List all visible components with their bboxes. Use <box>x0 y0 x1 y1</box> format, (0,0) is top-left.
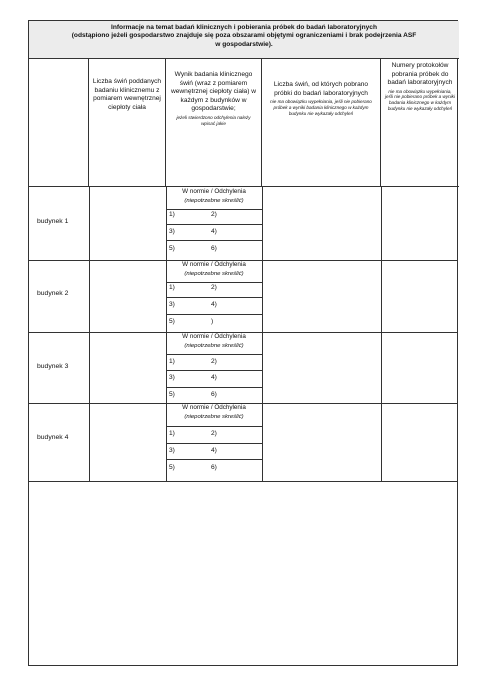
item-number: 4) <box>211 374 217 381</box>
item-number: 1) <box>169 284 175 291</box>
column-divider <box>381 187 382 481</box>
header-pigs-examined-text: Liczba świń poddanych badaniu klinicznemu z pomiarem wewnętrznej ciepłoty ciała <box>92 78 162 111</box>
result-options: W normie / Odchylenia <box>182 261 246 268</box>
item-number: 4) <box>211 301 217 308</box>
deviation-line-5-6[interactable] <box>166 389 262 401</box>
item-number: 1) <box>169 430 175 437</box>
strike-note: (niepotrzebne skreślić) <box>184 342 244 349</box>
header-pigs-sampled-note: nie ma obowiązku wypełniania, jeśli nie pobierano próbek a wyniki badania klinicznego w każdym budynku nie wykazały odchyleń <box>270 99 372 116</box>
column-divider <box>262 187 263 481</box>
item-number: 2) <box>211 211 217 218</box>
form-title <box>29 21 459 59</box>
row-line <box>166 459 262 460</box>
result-block-head-1[interactable] <box>166 187 262 205</box>
header-exam-result-text: Wynik badania klinicznego świń (wraz z pomiarem wewnętrznej ciepłoty ciała) w każdym z budynków w gospodarstwie; <box>170 71 257 113</box>
item-number: 2) <box>211 430 217 437</box>
header-exam-result <box>166 59 262 187</box>
deviation-line-1-2[interactable] <box>166 428 262 440</box>
item-number: 3) <box>169 374 175 381</box>
item-number: 4) <box>211 447 217 454</box>
result-block-head-2[interactable] <box>166 260 262 278</box>
item-number: 4) <box>211 228 217 235</box>
item-number: 2) <box>211 284 217 291</box>
row-line <box>166 387 262 388</box>
item-number: 6) <box>211 391 217 398</box>
deviation-line-3-4[interactable] <box>166 372 262 384</box>
table-bottom-line <box>29 481 457 482</box>
item-number: 3) <box>169 301 175 308</box>
result-options: W normie / Odchylenia <box>182 404 246 411</box>
item-number: ) <box>211 318 214 325</box>
item-number: 1) <box>169 211 175 218</box>
row-line <box>166 297 262 298</box>
row-line <box>166 224 262 225</box>
row-label-building-3: budynek 3 <box>37 363 69 370</box>
deviation-line-3-4[interactable] <box>166 299 262 311</box>
row-line <box>166 443 262 444</box>
result-options: W normie / Odchylenia <box>182 333 246 340</box>
item-number: 5) <box>169 245 175 252</box>
deviation-line-1-2[interactable] <box>166 356 262 368</box>
header-pigs-sampled <box>262 59 381 187</box>
header-pigs-sampled-text: Liczba świń, od których pobrano próbki do badań laboratoryjnych <box>273 81 369 97</box>
row-label-building-4: budynek 4 <box>37 434 69 441</box>
result-block-head-4[interactable] <box>166 403 262 421</box>
row-line <box>166 314 262 315</box>
header-protocol-numbers <box>381 59 459 187</box>
strike-note: (niepotrzebne skreślić) <box>184 197 244 204</box>
header-building <box>29 59 89 187</box>
row-line <box>166 240 262 241</box>
item-number: 5) <box>169 391 175 398</box>
deviation-line-1-2[interactable] <box>166 209 262 221</box>
title-line-2: (odstąpiono jeżeli gospodarstwo znajduje się poza obszarami objętymi ograniczeniami i brak podejrzenia ASF <box>71 32 417 40</box>
row-line <box>166 426 262 427</box>
title-line-3: w gospodarstwie). <box>215 40 273 48</box>
result-options: W normie / Odchylenia <box>182 188 246 195</box>
row-line <box>166 370 262 371</box>
header-exam-result-note: jeżeli stwierdzono odchylenia należy wpisać jakie <box>176 114 251 126</box>
item-number: 2) <box>211 358 217 365</box>
item-number: 3) <box>169 447 175 454</box>
deviation-line-1-2[interactable] <box>166 282 262 294</box>
item-number: 5) <box>169 464 175 471</box>
row-label-building-1: budynek 1 <box>37 218 69 225</box>
item-number: 3) <box>169 228 175 235</box>
column-divider <box>89 187 90 481</box>
item-number: 1) <box>169 358 175 365</box>
strike-note: (niepotrzebne skreślić) <box>184 270 244 277</box>
title-line-1: Informacje na temat badań klinicznych i pobierania próbek do badań laboratoryjnych <box>110 24 377 31</box>
deviation-line-3-4[interactable] <box>166 226 262 238</box>
item-number: 6) <box>211 245 217 252</box>
header-protocol-numbers-note: nie ma obowiązku wypełniania, jeśli nie pobierano próbek a wyniki badania klinicznego w każdym budynku nie wykazały odchyleń <box>385 88 455 111</box>
row-line <box>166 354 262 355</box>
item-number: 6) <box>211 464 217 471</box>
result-block-head-3[interactable] <box>166 332 262 350</box>
deviation-line-5-6[interactable] <box>166 462 262 474</box>
row-label-building-2: budynek 2 <box>37 290 69 297</box>
form-table <box>28 20 458 666</box>
deviation-line-5-6[interactable] <box>166 243 262 255</box>
strike-note: (niepotrzebne skreślić) <box>184 413 244 420</box>
header-protocol-numbers-text: Numery protokołów pobrania próbek do badań laboratoryjnych <box>387 62 453 87</box>
deviation-line-3-4[interactable] <box>166 445 262 457</box>
item-number: 5) <box>169 318 175 325</box>
header-pigs-examined <box>89 59 166 187</box>
deviation-line-5-6[interactable] <box>166 316 262 328</box>
